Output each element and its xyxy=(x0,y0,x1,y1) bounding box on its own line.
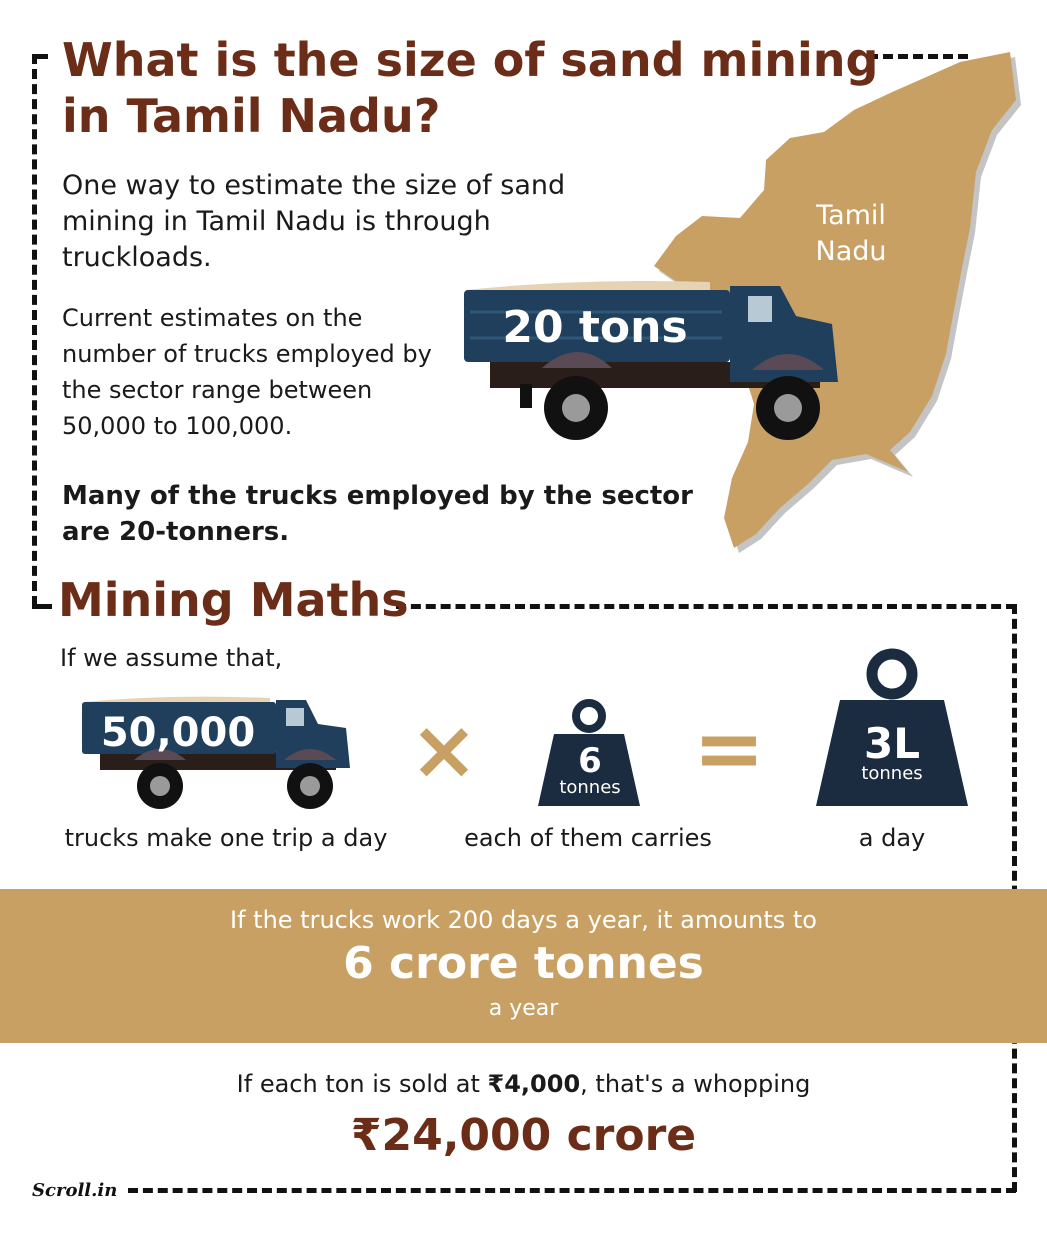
section-title-mining-maths: Mining Maths xyxy=(58,573,409,627)
twenty-tonner-note: Many of the trucks employed by the sector are 20-tonners. xyxy=(62,481,693,547)
weight-3l-unit: tonnes xyxy=(861,763,923,784)
band-period: a year xyxy=(488,996,559,1021)
grand-total: ₹24,000 crore xyxy=(350,1110,697,1161)
frame-bottom xyxy=(128,1188,1016,1193)
result-caption: a day xyxy=(858,824,926,852)
weight-6-unit: tonnes xyxy=(559,777,621,798)
frame-mid-right xyxy=(396,604,1016,609)
multiply-icon: × xyxy=(409,703,479,798)
band-total-value: 6 crore tonnes xyxy=(343,938,704,989)
scroll-logo: Scroll.in xyxy=(32,1180,118,1201)
trucks-count-label: 50,000 xyxy=(100,710,256,756)
estimate-text: Current estimates on the number of trucks employed by the sector range between 50,000 to 100,000. xyxy=(62,304,432,440)
weight-6-value: 6 xyxy=(578,741,602,781)
trucks-caption: trucks make one trip a day xyxy=(64,824,388,852)
price-sentence xyxy=(0,1070,1047,1098)
map-label: Tamil Nadu xyxy=(815,200,887,267)
price-value: ₹4,000 xyxy=(487,1070,581,1098)
price-prefix: If each ton is sold at xyxy=(236,1070,488,1098)
band-intro-text: If the trucks work 200 days a year, it amounts to xyxy=(230,906,817,934)
price-suffix: , that's a whopping xyxy=(580,1070,811,1098)
equals-icon: = xyxy=(692,699,766,799)
weight-caption: each of them carries xyxy=(464,824,712,852)
frame-mid-left xyxy=(32,604,52,609)
truck-capacity-label: 20 tons xyxy=(502,302,688,353)
intro-text: One way to estimate the size of sand mining in Tamil Nadu is through truckloads. xyxy=(62,170,566,273)
weight-3l-value: 3L xyxy=(864,719,920,768)
frame-left xyxy=(32,54,37,606)
page-title: What is the size of sand mining in Tamil Nadu? xyxy=(62,33,879,143)
assumption-text: If we assume that, xyxy=(60,644,283,672)
